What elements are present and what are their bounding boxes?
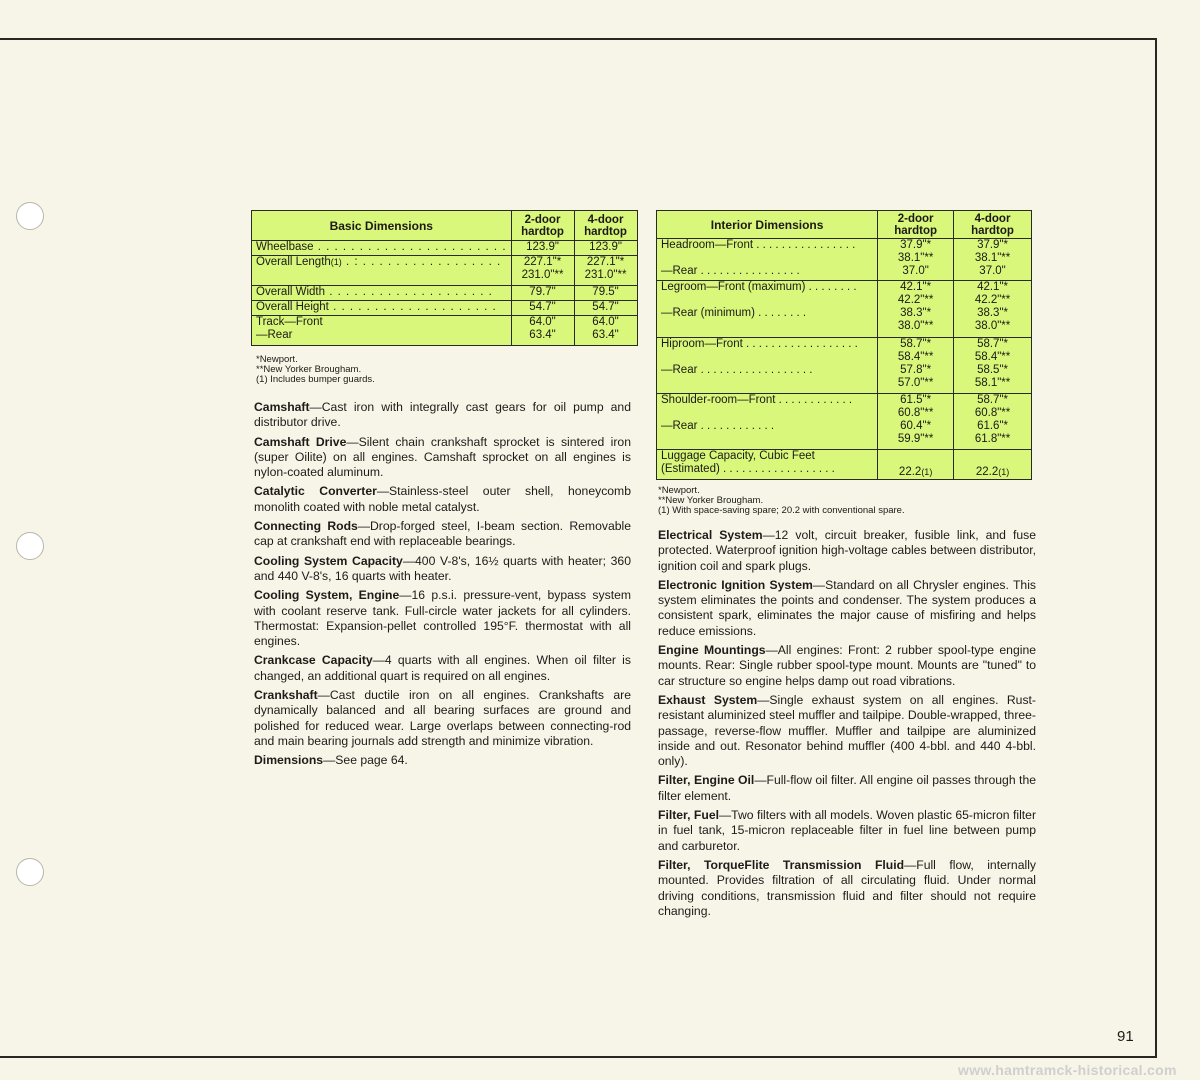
cell-value: 123.9" [574,241,637,256]
table-row [252,256,638,286]
cell-value: 22.2(1) [878,450,954,480]
cell-value: 227.1"* 231.0"** [511,256,574,286]
cell-value: 58.7"* 60.8"** 61.6"* 61.8"** [954,394,1032,450]
punch-hole-middle [16,532,44,560]
cell-value: 54.7" [511,301,574,316]
cell-value: 58.7"* 58.4"** 58.5"* 58.1"** [954,338,1032,394]
spec-paragraph: Electrical System—12 volt, circuit breaker, fusible link, and fuse protected. Waterproof ignition high-voltage cables between distributor, ignition coil and spark plugs. [658,528,1036,573]
table-row [657,338,1032,394]
table-row [657,239,1032,281]
spec-paragraph: Filter, TorqueFlite Transmission Fluid—Full flow, internally mounted. Provides filtration of all circulating fluid. Under normal driving conditions, transmission fluid and filter should not require changing. [658,857,1036,918]
spec-paragraph: Connecting Rods—Drop-forged steel, I-beam section. Removable cap at crankshaft end with replaceable bearings. [254,519,631,549]
column-header: Interior Dimensions [657,211,878,239]
column-header: 2-door hardtop [878,211,954,239]
cell-value: 58.7"* 58.4"** 57.8"* 57.0"** [878,338,954,394]
row-label: Luggage Capacity, Cubic Feet (Estimated) . . . . . . . . . . . . . . . . . . [657,450,878,480]
table-row [657,281,1032,338]
footnote: (1) With space-saving spare; 20.2 with conventional spare. [658,505,905,516]
cell-value: 22.2(1) [954,450,1032,480]
table-row [252,316,638,346]
table-row [252,286,638,301]
basic-table-footnotes [256,355,375,385]
spec-paragraph: Dimensions—See page 64. [254,753,408,768]
basic-dimensions-table [251,210,638,346]
interior-dimensions-table [656,210,1032,480]
spec-paragraph: Exhaust System—Single exhaust system on all engines. Rust-resistant aluminized steel muffler and tailpipe. Double-wrapped, three-passage, reverse-flow muffler. Muffler and tailpipe are aluminized inside and out. Resonator behind muffler (400 4-bbl. and 440 4-bbl. only). [658,692,1036,769]
spec-paragraph: Camshaft—Cast iron with integrally cast gears for oil pump and distributor drive. [254,400,631,430]
cell-value: 37.9"* 38.1"** 37.0" [878,239,954,281]
footnote: *Newport. [256,354,298,365]
column-header: 2-door hardtop [511,211,574,241]
watermark-url: www.hamtramck-historical.com [958,1062,1177,1078]
cell-value: 37.9"* 38.1"** 37.0" [954,239,1032,281]
cell-value: 61.5"* 60.8"** 60.4"* 59.9"** [878,394,954,450]
row-label: Hiproom—Front . . . . . . . . . . . . . . . . . . —Rear . . . . . . . . . . . . . . . . . . [657,338,878,394]
punch-hole-bottom [16,858,44,886]
table-row [252,301,638,316]
cell-value: 64.0" 63.4" [511,316,574,346]
spec-paragraph: Electronic Ignition System—Standard on all Chrysler engines. This system eliminates the points and condenser. The system produces a consistent spark, eliminates the major cause of misfiring and helps reduce emissions. [658,577,1036,638]
cell-value: 227.1"* 231.0"** [574,256,637,286]
punch-hole-top [16,202,44,230]
spec-paragraph: Crankshaft—Cast ductile iron on all engines. Crankshafts are dynamically balanced and all bearing surfaces are ground and polished for reduced wear. Large overlaps between connecting-rod and main bearing journals add strength and minimize vibration. [254,688,631,748]
table-header-row [252,211,638,241]
spec-paragraph: Catalytic Converter—Stainless-steel outer shell, honeycomb monolith coated with noble metal catalyst. [254,484,631,514]
table-row [657,394,1032,450]
row-label: Shoulder-room—Front . . . . . . . . . . . . —Rear . . . . . . . . . . . . [657,394,878,450]
table-row [657,450,1032,480]
row-label: Overall Width . . . . . . . . . . . . . . . . . . . . [252,286,512,301]
cell-value: 64.0" 63.4" [574,316,637,346]
footnote: (1) Includes bumper guards. [256,374,375,385]
row-label: Legroom—Front (maximum) . . . . . . . . —Rear (minimum) . . . . . . . . [657,281,878,338]
cell-value: 123.9" [511,241,574,256]
cell-value: 79.7" [511,286,574,301]
spec-paragraph: Engine Mountings—All engines: Front: 2 rubber spool-type engine mounts. Rear: Single rubber spool-type mount. Mounts are "tuned" to car structure so engine helps damp out road vibrations. [658,643,1036,688]
row-label: Headroom—Front . . . . . . . . . . . . . . . . —Rear . . . . . . . . . . . . . . . . [657,239,878,281]
cell-value: 42.1"* 42.2"** 38.3"* 38.0"** [878,281,954,338]
spec-paragraph: Filter, Fuel—Two filters with all models. Woven plastic 65-micron filter in fuel tank, 15-micron replaceable filter in fuel line between pump and carburetor. [658,808,1036,853]
column-header: Basic Dimensions [252,211,512,241]
row-label: Overall Length(1) . : . . . . . . . . . . . . . . . . . [252,256,512,286]
footnote: **New Yorker Brougham. [256,364,362,375]
cell-value: 42.1"* 42.2"** 38.3"* 38.0"** [954,281,1032,338]
column-header: 4-door hardtop [574,211,637,241]
spec-paragraph: Crankcase Capacity—4 quarts with all engines. When oil filter is changed, an additional quart is required on all engines. [254,653,631,683]
spec-paragraph: Cooling System Capacity—400 V-8's, 16½ quarts with heater; 360 and 440 V-8's, 16 quarts with heater. [254,553,631,583]
interior-table-footnotes [658,486,905,516]
page-number: 91 [1117,1028,1134,1045]
right-text-column [658,528,1036,923]
footnote: **New Yorker Brougham. [658,495,764,506]
footnote: *Newport. [658,485,700,496]
table-row [252,241,638,256]
cell-value: 79.5" [574,286,637,301]
cell-value: 54.7" [574,301,637,316]
table-header-row [657,211,1032,239]
column-header: 4-door hardtop [954,211,1032,239]
left-text-column [254,400,631,773]
spec-paragraph: Cooling System, Engine—16 p.s.i. pressure-vent, bypass system with coolant reserve tank. Full-circle water jackets for all cylinders. Thermostat: Expansion-pellet controlled 195°F. thermostat with all engines. [254,588,632,649]
row-label: Overall Height . . . . . . . . . . . . . . . . . . . . [252,301,512,316]
row-label: Wheelbase . . . . . . . . . . . . . . . . . . . . . . . [252,241,512,256]
row-label: Track—Front —Rear [252,316,512,346]
spec-paragraph: Filter, Engine Oil—Full-flow oil filter. All engine oil passes through the filter element. [658,773,1036,803]
spec-paragraph: Camshaft Drive—Silent chain crankshaft sprocket is sintered iron (super Oilite) on all engines. Camshaft sprocket on all engines is nylon-coated aluminum. [254,434,631,480]
